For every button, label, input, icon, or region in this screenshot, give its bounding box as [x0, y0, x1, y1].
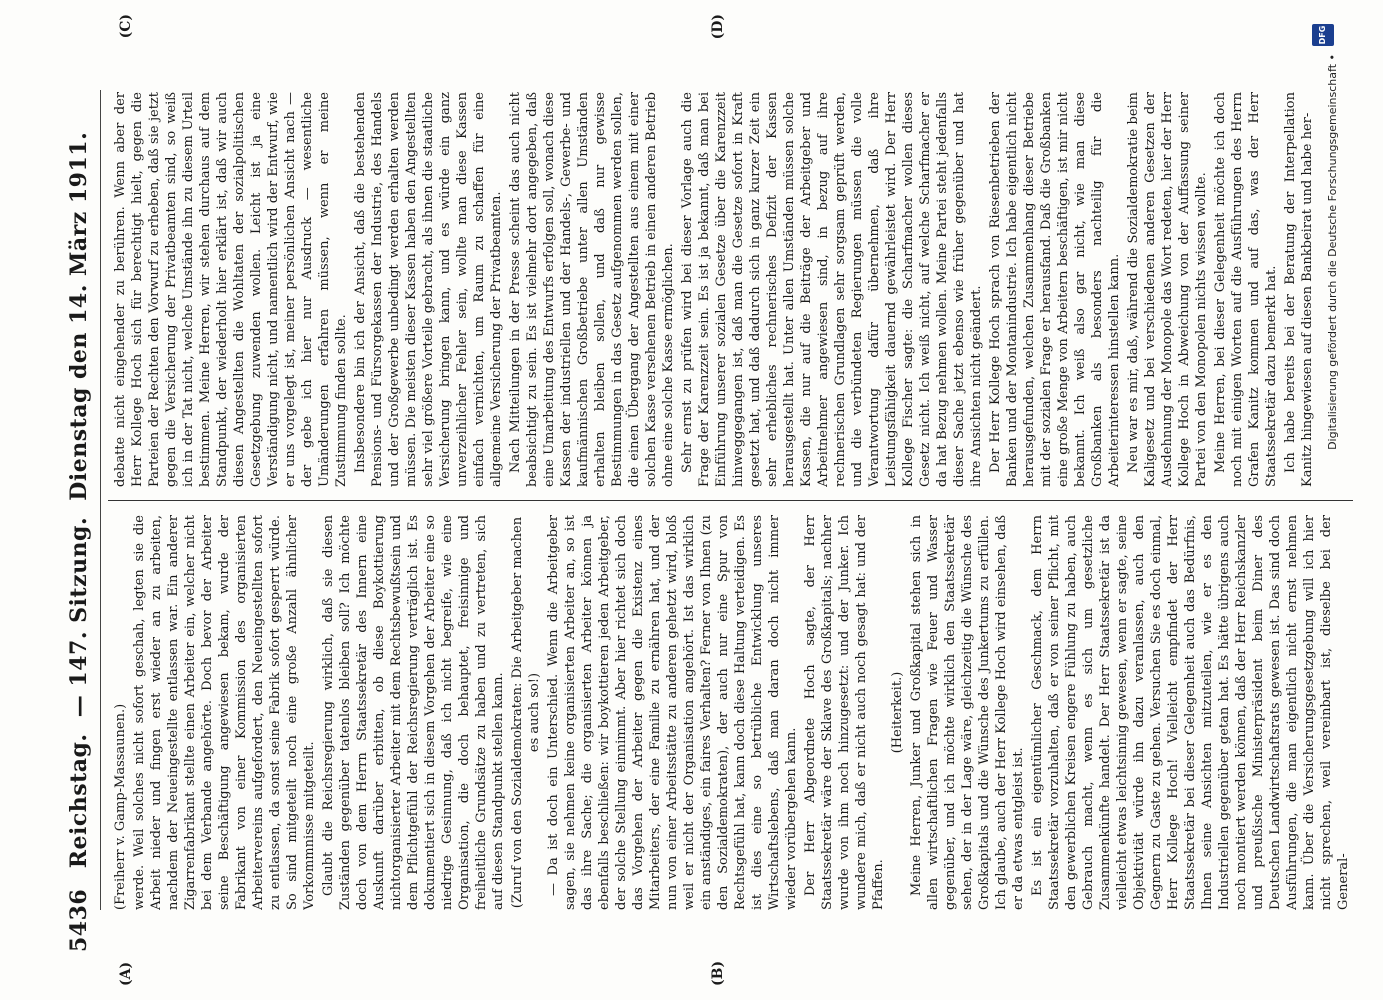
left-paragraph: werde. Weil solches nicht sofort geschah, legten sie die Arbeit nieder und fingen erst wieder an zu arbeiten, nachdem der Neueingestellte entlassen war. Ein anderer Zigarrenfabrikant stellte einen Arbeiter ein, welcher nicht bei dem Verbande angehörte. Doch bevor der Arbeiter seine Beschäftigung angewiesen bekam, wurde der Fabrikant von einer Kommission des organisierten Arbeitervereins aufgefordert, den Neueingestellten sofort zu entlassen, da sonst seine Fabrik sofort gesperrt würde. So sind mitgeteilt noch eine große Anzahl ähnlicher Vorkommnisse mitgeteilt.	[132, 515, 317, 910]
left-paragraph: Meine Herren, Junker und Großkapital stehen sich in allen wirtschaftlichen Fragen wie Feuer und Wasser gegenüber, und ich möchte wirklich den Staatssekretär sehen, der in der Lage wäre, gleichzeitig die Wünsche des Großkapitals und die Wünsche des Junkertums zu erfüllen. Ich glaube, auch der Herr Kollege Hoch wird einsehen, daß er da etwas entgleist ist.	[909, 515, 1026, 910]
right-paragraph: Ich habe bereits bei der Beratung der Interpellation Kanitz hingewiesen auf diesen Bankbeirat und habe her-	[1283, 92, 1315, 487]
digitization-credit: Digitalisierung gefördert durch die Deutsche Forschungsgemeinschaft •	[1326, 54, 1339, 450]
left-paragraph: Es ist ein eigentümlicher Geschmack, dem Herrn Staatssekretär vorzuhalten, daß er von seiner Pflicht, mit den gewerblichen Kreisen engere Fühlung zu haben, auch Gebrauch macht, wenn es sich um gesetzliche Zusammenkünfte handelt. Der Herr Staatssekretär ist da vielleicht etwas leichtsinnig gewesen, wenn er sagte, seine Objektivität würde ihn dazu veranlassen, auch den Gegnern zu Gaste zu gehen. Versuchen Sie es doch einmal, Herr Kollege Hoch! Vielleicht empfindet der Herr Staatssekretär bei dieser Gelegenheit auch das Bedürfnis, Ihnen seine Ansichten mitzuteilen, wie er es den Industriellen gegenüber getan hat. Es hätte übrigens auch noch montiert werden können, daß der Herr Reichskanzler und preußische Ministerpräsident beim Diner des Deutschen Landwirtschaftsrats gewesen ist. Das sind doch Ausführungen, die man eigentlich nicht ernst nehmen kann. Über die Versicherungsgesetzgebung will ich hier nicht sprechen, weil vereinbart ist, dieselbe bei der General-	[1030, 515, 1351, 910]
page-header	[60, 0, 96, 1000]
interjection: (Heiterkeit.)	[890, 671, 905, 754]
margin-marker-c: (C)	[118, 14, 134, 39]
right-text-column	[112, 92, 1353, 487]
title-date: Dienstag den 14. März 1911.	[66, 131, 92, 501]
right-paragraph: Insbesondere bin ich der Ansicht, daß die bestehenden Pensions- und Fürsorgekassen der Industrie, des Handels und der Großgewerbe unbedingt werden erhalten werden müssen. Die meisten dieser Kassen haben den Angestellten sehr viel größere Vorteile gebracht, als ihnen die staatliche Versicherung bringen kann, und es würde ein ganz unverzeihlicher Fehler sein, wollte man diese Kassen einfach vernichten, um Raum zu schaffen für eine allgemeine Versicherung der Privatbeamten.	[353, 92, 504, 487]
left-paragraph: Der Herr Abgeordnete Hoch sagte, der Herr Staatssekretär wäre der Sklave des Großkapitals; nachher wurde von ihm noch hinzugesetzt: und der Junker. Ich wundere mich, daß er nicht auch noch gesagt hat: und der Pfaffen.	[803, 515, 886, 910]
running-title	[66, 0, 92, 1000]
right-paragraph: Der Herr Kollege Hoch sprach von Riesenbetrieben der Banken und der Montanindustrie. Ich habe eigentlich nicht herausgefunden, welchen Zusammenhang dieser Betriebe mit der sozialen Frage er herausfand. Daß die Großbanken eine große Menge von Arbeitern beschäftigen, ist mir nicht bekannt. Ich weiß also gar nicht, wie man diese Großbanken als besonders nachteilig für die Arbeiterinteressen hinstellen kann.	[988, 92, 1122, 487]
margin-marker-b: (B)	[710, 960, 726, 986]
dfg-logo: DFG	[1312, 24, 1334, 46]
right-paragraph: Nach Mitteilungen in der Presse scheint das auch nicht beabsichtigt zu sein. Es ist vielmehr dort angegeben, daß eine Umarbeitung des Entwurfs erfolgen soll, wonach diese Kassen der industriellen und der Handels-, Gewerbe- und kaufmännischen Großbetriebe unter allen Umständen erhalten bleiben sollen, und daß nur gewisse Bestimmungen in das Gesetz aufgenommen werden sollen, die einen Übergang der Angestellten aus einem mit einer solchen Kasse versehenen Betrieb in einen anderen Betrieb ohne eine solche Kasse ermöglichen.	[508, 92, 676, 487]
column-divider	[108, 500, 1353, 501]
left-text-column	[112, 515, 1353, 910]
title-reichstag: Reichstag.	[66, 733, 92, 869]
margin-marker-d: (D)	[710, 14, 726, 40]
interjection: (Zuruf von den Sozialdemokraten: Die Arbeitgeber machen es auch so!)	[510, 516, 542, 909]
right-paragraph: Neu war es mir, daß, während die Sozialdemokratie beim Kaligesetz und bei verschiedenen anderen Gesetzen der Ausdehnung der Monopole das Wort redeten, hier der Herr Kollege Hoch in Abweichung von der Auffassung seiner Partei von den Monopolen nichts wissen wollte.	[1126, 92, 1209, 487]
right-paragraph: debatte nicht eingehender zu berühren. Wenn aber der Herr Kollege Hoch sich für berechtigt hielt, gegen die Parteien der Rechten den Vorwurf zu erheben, daß sie jetzt gegen die Versicherung der Privatbeamten sind, so weiß ich in der Tat nicht, welche Umstände ihn zu diesem Urteil bestimmen. Meine Herren, wir stehen durchaus auf dem Standpunkt, der wiederholt hier erklärt ist, daß wir auch diesen Angestellten die Wohltaten der sozialpolitischen Gesetzgebung zuwenden wollen. Leicht ist ja eine Verständigung nicht, und namentlich wird der Entwurf, wie er uns vorgelegt ist, meiner persönlichen Ansicht nach — der gebe ich hier nur Ausdruck — wesentliche Umänderungen erfahren müssen, wenn er meine Zustimmung finden sollte.	[113, 92, 349, 487]
title-session: — 147. Sitzung.	[66, 516, 92, 718]
header-rule	[100, 90, 101, 910]
left-paragraph: Glaubt die Reichsregierung wirklich, daß sie diesen Zuständen gegenüber tatenlos bleiben soll? Ich möchte doch von dem Herrn Staatssekretär des Innern eine Auskunft darüber erbitten, ob diese Boykottierung nichtorganisierter Arbeiter mit dem Rechtsbewußtsein und dem Pflichtgefühl der Reichsregierung verträglich ist. Es dokumentiert sich in diesem Vorgehen der Arbeiter eine so niedrige Gesinnung, daß ich nicht begreife, wie eine Organisation, die doch behauptet, freisinnige und freiheitliche Grundsätze zu haben und zu vertreten, sich auf diesen Standpunkt stellen kann.	[321, 515, 506, 910]
right-paragraph: Meine Herren, bei dieser Gelegenheit möchte ich doch noch mit einigen Worten auf die Ausführungen des Herrn Grafen Kanitz kommen und auf das, was der Herr Staatssekretär dazu bemerkt hat.	[1213, 92, 1279, 487]
margin-marker-a: (A)	[118, 961, 134, 986]
right-paragraph: Sehr ernst zu prüfen wird bei dieser Vorlage auch die Frage der Karenzzeit sein. Es ist ja bekannt, daß man bei Einführung unserer sozialen Gesetze über die Karenzzeit hinweggegangen ist, daß man die Gesetze sofort in Kraft gesetzt hat, und daß dadurch sich in ganz kurzer Zeit ein sehr erhebliches rechnerisches Defizit der Kassen herausgestellt hat. Unter allen Umständen müssen solche Kassen, die nur auf die Beiträge der Arbeitgeber und Arbeitnehmer angewiesen sind, in bezug auf ihre rechnerischen Grundlagen sehr sorgsam geprüft werden, und die verbündeten Regierungen müssen die volle Verantwortung dafür übernehmen, daß ihre Leistungsfähigkeit dauernd gewährleistet wird. Der Herr Kollege Fischer sagte: die Scharfmacher wollen dieses Gesetz nicht. Ich weiß nicht, auf welche Scharfmacher er da hat Bezug nehmen wollen. Meine Partei steht jedenfalls dieser Sache jetzt ebenso wie früher gegenüber und hat ihre Ansichten nicht geändert.	[680, 92, 984, 487]
page-number: 5436	[66, 888, 92, 952]
speaker-label: (Freiherr v. Gamp-Massaunen.)	[113, 703, 128, 910]
left-paragraph: — Da ist doch ein Unterschied. Wenn die Arbeitgeber sagen, sie nehmen keine organisierten Arbeiter an, so ist das ihre Sache; die organisierten Arbeiter können ja ebenfalls beschließen: wir boykottieren jeden Arbeitgeber, der solche Stellung einnimmt. Aber hier richtet sich doch das Vorgehen der Arbeiter gegen die Existenz eines Mitarbeiters, der eine Familie zu ernähren hat, und der nun von einer Arbeitsstätte zu anderen gehetzt wird, bloß weil er nicht der Organisation angehört. Ist das wirklich ein anständiges, ein faires Verhalten? Ferner von Ihnen (zu den Sozialdemokraten), der auch nur eine Spur von Rechtsgefühl hat, kann doch diese Haltung verteidigen. Es ist dies eine so betrübliche Entwicklung unseres Wirtschaftslebens, daß man daran doch nicht immer wieder vorübergehen kann.	[546, 515, 799, 910]
